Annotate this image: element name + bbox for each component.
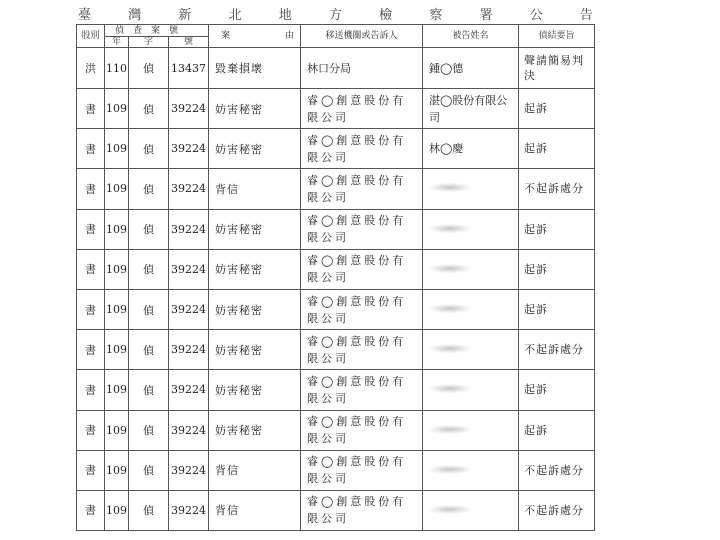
title-char: 新 bbox=[178, 8, 193, 22]
cause-cell: 背信 bbox=[209, 450, 301, 490]
redacted-name bbox=[429, 304, 471, 313]
result-cell: 起訴 bbox=[519, 249, 595, 289]
result-cell: 聲請簡易判決 bbox=[519, 48, 595, 89]
defendant-cell bbox=[423, 370, 519, 410]
number-cell: 39224 bbox=[169, 89, 209, 129]
redacted-name bbox=[429, 344, 471, 353]
header-defendant: 被告姓名 bbox=[423, 25, 519, 48]
result-cell: 起訴 bbox=[519, 370, 595, 410]
table-row bbox=[77, 48, 595, 89]
result-cell: 不起訴處分 bbox=[519, 450, 595, 490]
category-cell: 書 bbox=[77, 169, 105, 209]
table-row bbox=[77, 490, 595, 530]
year-cell: 110 bbox=[105, 48, 129, 89]
complainant-cell: 睿◯創意股份有限公司 bbox=[301, 410, 423, 450]
title-char: 署 bbox=[479, 8, 494, 22]
year-cell: 109 bbox=[105, 330, 129, 370]
year-cell: 109 bbox=[105, 89, 129, 129]
table-row bbox=[77, 370, 595, 410]
table-row bbox=[77, 249, 595, 289]
page-title bbox=[78, 4, 594, 22]
header-year: 年 bbox=[105, 37, 129, 48]
header-result: 偵結要旨 bbox=[519, 25, 595, 48]
category-cell: 書 bbox=[77, 330, 105, 370]
cause-cell: 妨害秘密 bbox=[209, 370, 301, 410]
category-cell: 書 bbox=[77, 209, 105, 249]
redacted-name bbox=[429, 505, 471, 514]
char-cell: 偵 bbox=[129, 129, 169, 169]
char-cell: 偵 bbox=[129, 289, 169, 329]
defendant-cell bbox=[423, 330, 519, 370]
result-cell: 起訴 bbox=[519, 89, 595, 129]
header-char: 字 bbox=[129, 37, 169, 48]
defendant-cell bbox=[423, 490, 519, 530]
result-cell: 起訴 bbox=[519, 289, 595, 329]
category-cell: 書 bbox=[77, 289, 105, 329]
defendant-cell bbox=[423, 209, 519, 249]
cause-cell: 妨害秘密 bbox=[209, 209, 301, 249]
category-cell: 書 bbox=[77, 410, 105, 450]
title-char: 方 bbox=[328, 8, 343, 22]
title-char: 察 bbox=[429, 8, 444, 22]
category-cell: 書 bbox=[77, 249, 105, 289]
complainant-cell: 睿◯創意股份有限公司 bbox=[301, 450, 423, 490]
complainant-cell: 睿◯創意股份有限公司 bbox=[301, 289, 423, 329]
year-cell: 109 bbox=[105, 289, 129, 329]
defendant-cell: 湛◯股份有限公司 bbox=[423, 89, 519, 129]
number-cell: 13437 bbox=[169, 48, 209, 89]
result-cell: 不起訴處分 bbox=[519, 169, 595, 209]
char-cell: 偵 bbox=[129, 370, 169, 410]
table-row bbox=[77, 330, 595, 370]
header-case-number: 偵 查 案 號 bbox=[105, 25, 209, 37]
complainant-cell: 睿◯創意股份有限公司 bbox=[301, 370, 423, 410]
redacted-name bbox=[429, 224, 471, 233]
header-number: 號 bbox=[169, 37, 209, 48]
defendant-cell bbox=[423, 450, 519, 490]
table-header-row bbox=[77, 25, 595, 37]
cause-cell: 妨害秘密 bbox=[209, 410, 301, 450]
header-category: 股別 bbox=[77, 25, 105, 48]
category-cell: 書 bbox=[77, 490, 105, 530]
table-row bbox=[77, 450, 595, 490]
title-char: 檢 bbox=[379, 8, 394, 22]
defendant-cell bbox=[423, 169, 519, 209]
category-cell: 洪 bbox=[77, 48, 105, 89]
cause-cell: 妨害秘密 bbox=[209, 89, 301, 129]
title-char: 公 bbox=[529, 8, 544, 22]
char-cell: 偵 bbox=[129, 169, 169, 209]
defendant-cell bbox=[423, 410, 519, 450]
number-cell: 39224 bbox=[169, 410, 209, 450]
number-cell: 39224 bbox=[169, 370, 209, 410]
redacted-name bbox=[429, 183, 471, 192]
char-cell: 偵 bbox=[129, 89, 169, 129]
table-row bbox=[77, 410, 595, 450]
complainant-cell: 睿◯創意股份有限公司 bbox=[301, 209, 423, 249]
char-cell: 偵 bbox=[129, 48, 169, 89]
number-cell: 39224 bbox=[169, 450, 209, 490]
defendant-cell: 林◯慶 bbox=[423, 129, 519, 169]
defendant-cell bbox=[423, 249, 519, 289]
table-row bbox=[77, 89, 595, 129]
char-cell: 偵 bbox=[129, 410, 169, 450]
number-cell: 39224 bbox=[169, 330, 209, 370]
year-cell: 109 bbox=[105, 249, 129, 289]
year-cell: 109 bbox=[105, 410, 129, 450]
cause-cell: 妨害秘密 bbox=[209, 330, 301, 370]
complainant-cell: 睿◯創意股份有限公司 bbox=[301, 169, 423, 209]
char-cell: 偵 bbox=[129, 249, 169, 289]
year-cell: 109 bbox=[105, 450, 129, 490]
cause-cell: 背信 bbox=[209, 169, 301, 209]
number-cell: 39224 bbox=[169, 490, 209, 530]
result-cell: 起訴 bbox=[519, 129, 595, 169]
header-complainant: 移送機關或告訴人 bbox=[301, 25, 423, 48]
category-cell: 書 bbox=[77, 450, 105, 490]
redacted-name bbox=[429, 384, 471, 393]
header-cause-right: 由 bbox=[284, 31, 294, 41]
table-row bbox=[77, 169, 595, 209]
title-char: 臺 bbox=[78, 8, 93, 22]
redacted-name bbox=[429, 465, 471, 474]
year-cell: 109 bbox=[105, 169, 129, 209]
redacted-name bbox=[429, 264, 471, 273]
table-row bbox=[77, 289, 595, 329]
redacted-name bbox=[429, 425, 471, 434]
char-cell: 偵 bbox=[129, 330, 169, 370]
cause-cell: 妨害秘密 bbox=[209, 289, 301, 329]
result-cell: 不起訴處分 bbox=[519, 490, 595, 530]
table-row bbox=[77, 129, 595, 169]
table-row bbox=[77, 209, 595, 249]
number-cell: 39224 bbox=[169, 249, 209, 289]
number-cell: 39224 bbox=[169, 129, 209, 169]
year-cell: 109 bbox=[105, 209, 129, 249]
title-char: 灣 bbox=[128, 8, 143, 22]
complainant-cell: 睿◯創意股份有限公司 bbox=[301, 129, 423, 169]
year-cell: 109 bbox=[105, 129, 129, 169]
complainant-cell: 睿◯創意股份有限公司 bbox=[301, 249, 423, 289]
complainant-cell: 林口分局 bbox=[301, 48, 423, 89]
number-cell: 39224 bbox=[169, 169, 209, 209]
char-cell: 偵 bbox=[129, 450, 169, 490]
header-cause bbox=[209, 25, 301, 48]
category-cell: 書 bbox=[77, 129, 105, 169]
defendant-cell: 鍾◯德 bbox=[423, 48, 519, 89]
cause-cell: 妨害秘密 bbox=[209, 129, 301, 169]
char-cell: 偵 bbox=[129, 490, 169, 530]
result-cell: 不起訴處分 bbox=[519, 330, 595, 370]
year-cell: 109 bbox=[105, 490, 129, 530]
year-cell: 109 bbox=[105, 370, 129, 410]
title-char: 地 bbox=[278, 8, 293, 22]
category-cell: 書 bbox=[77, 89, 105, 129]
defendant-cell bbox=[423, 289, 519, 329]
char-cell: 偵 bbox=[129, 209, 169, 249]
number-cell: 39224 bbox=[169, 289, 209, 329]
category-cell: 書 bbox=[77, 370, 105, 410]
complainant-cell: 睿◯創意股份有限公司 bbox=[301, 89, 423, 129]
case-table bbox=[76, 24, 595, 531]
cause-cell: 毀棄損壞 bbox=[209, 48, 301, 89]
header-cause-left: 案 bbox=[221, 31, 231, 41]
complainant-cell: 睿◯創意股份有限公司 bbox=[301, 490, 423, 530]
title-char: 告 bbox=[579, 8, 594, 22]
title-char: 北 bbox=[228, 8, 243, 22]
result-cell: 起訴 bbox=[519, 410, 595, 450]
cause-cell: 妨害秘密 bbox=[209, 249, 301, 289]
result-cell: 起訴 bbox=[519, 209, 595, 249]
cause-cell: 背信 bbox=[209, 490, 301, 530]
complainant-cell: 睿◯創意股份有限公司 bbox=[301, 330, 423, 370]
number-cell: 39224 bbox=[169, 209, 209, 249]
